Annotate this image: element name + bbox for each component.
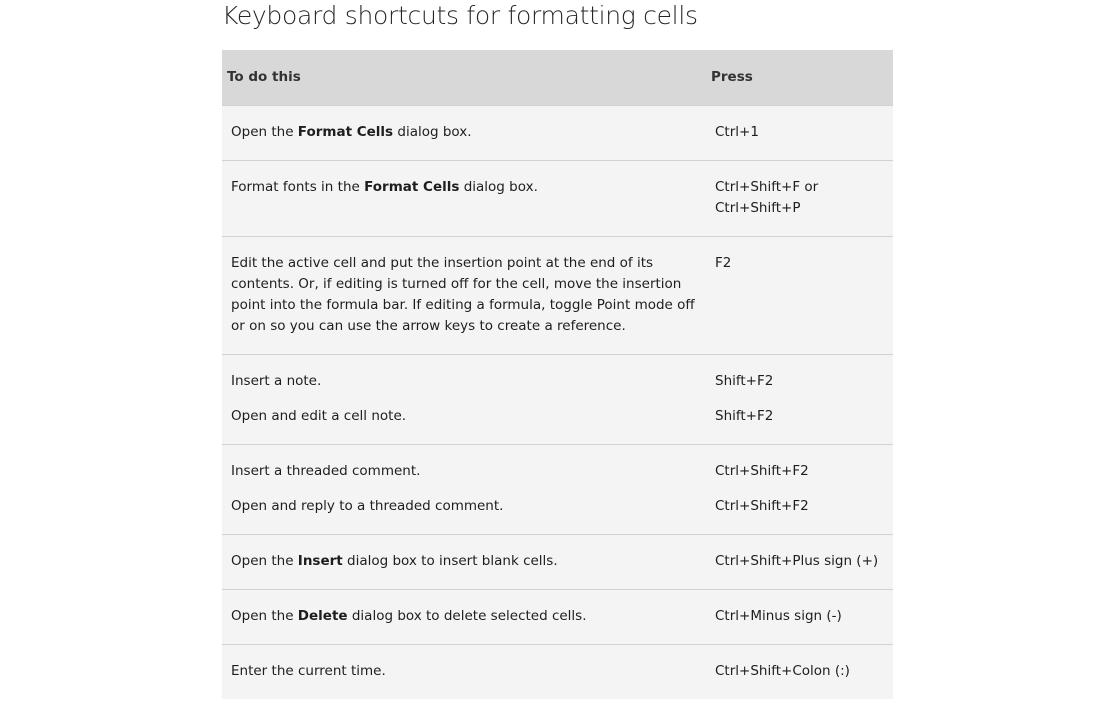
press-cell (709, 645, 893, 700)
shortcut-keys: Ctrl+Shift+F or Ctrl+Shift+P (715, 179, 819, 216)
column-header-task: To do this (227, 69, 301, 85)
shortcut-keys: Ctrl+Shift+F2 (715, 463, 809, 479)
table-row (222, 535, 893, 590)
table-body (222, 106, 893, 700)
task-description (231, 606, 700, 627)
shortcut-keys: Ctrl+Shift+F2 (715, 498, 809, 514)
task-text: dialog box. (393, 124, 472, 140)
dialog-name: Format Cells (364, 179, 460, 195)
dialog-name: Delete (297, 608, 348, 624)
task-text: Open and reply to a threaded comment. (231, 498, 504, 514)
task-text: Edit the active cell and put the insertion point at the end of its contents. Or, if editing is turned off for the cell, move the insertion point into the formula bar. If editing a formula, toggle Point mode off or on so you can use the arrow keys to create a reference. (231, 255, 695, 334)
task-text: Open the (231, 553, 298, 569)
table-row (222, 237, 893, 355)
shortcut-keys: Ctrl+Shift+Colon (:) (715, 663, 850, 679)
page-title: Keyboard shortcuts for formatting cells (222, 1, 698, 30)
shortcut-keys: Shift+F2 (715, 373, 774, 389)
task-cell (222, 161, 709, 237)
task-description (231, 177, 700, 198)
shortcut-keys: Ctrl+Minus sign (-) (715, 608, 842, 624)
table-row (222, 445, 893, 535)
task-cell (222, 645, 709, 700)
press-cell (709, 161, 893, 237)
task-text: Insert a threaded comment. (231, 463, 421, 479)
table-row (222, 106, 893, 161)
shortcut-keys: F2 (715, 255, 732, 271)
task-description (231, 551, 700, 572)
task-text: dialog box. (459, 179, 538, 195)
task-text: Format fonts in the (231, 179, 365, 195)
task-cell (222, 106, 709, 161)
shortcuts-table (222, 50, 893, 699)
table-row (222, 355, 893, 445)
task-cell (222, 355, 709, 445)
dialog-name: Format Cells (297, 124, 394, 140)
task-description (231, 661, 700, 682)
press-cell (709, 355, 893, 445)
dialog-name: Insert (297, 553, 343, 569)
task-text: dialog box to delete selected cells. (347, 608, 587, 624)
task-cell (222, 237, 709, 355)
press-cell (709, 535, 893, 590)
task-description (231, 496, 700, 517)
task-text: Enter the current time. (231, 663, 386, 679)
task-description (231, 253, 700, 337)
shortcut-keys: Ctrl+1 (715, 124, 759, 140)
table-row (222, 590, 893, 645)
table-row (222, 645, 893, 700)
task-cell (222, 445, 709, 535)
task-cell (222, 535, 709, 590)
shortcut-keys: Shift+F2 (715, 408, 774, 424)
task-cell (222, 590, 709, 645)
task-text: Open the (231, 124, 298, 140)
table-header-row (222, 50, 893, 106)
task-description (231, 406, 700, 427)
table-row (222, 161, 893, 237)
task-description (231, 461, 700, 482)
task-text: Open the (231, 608, 298, 624)
press-cell (709, 590, 893, 645)
press-cell (709, 237, 893, 355)
task-description (231, 371, 700, 392)
press-cell (709, 106, 893, 161)
task-text: Open and edit a cell note. (231, 408, 407, 424)
task-text: dialog box to insert blank cells. (342, 553, 558, 569)
shortcut-keys: Ctrl+Shift+Plus sign (+) (715, 553, 879, 569)
task-description (231, 122, 700, 143)
column-header-press: Press (711, 69, 753, 85)
task-text: Insert a note. (231, 373, 322, 389)
press-cell (709, 445, 893, 535)
